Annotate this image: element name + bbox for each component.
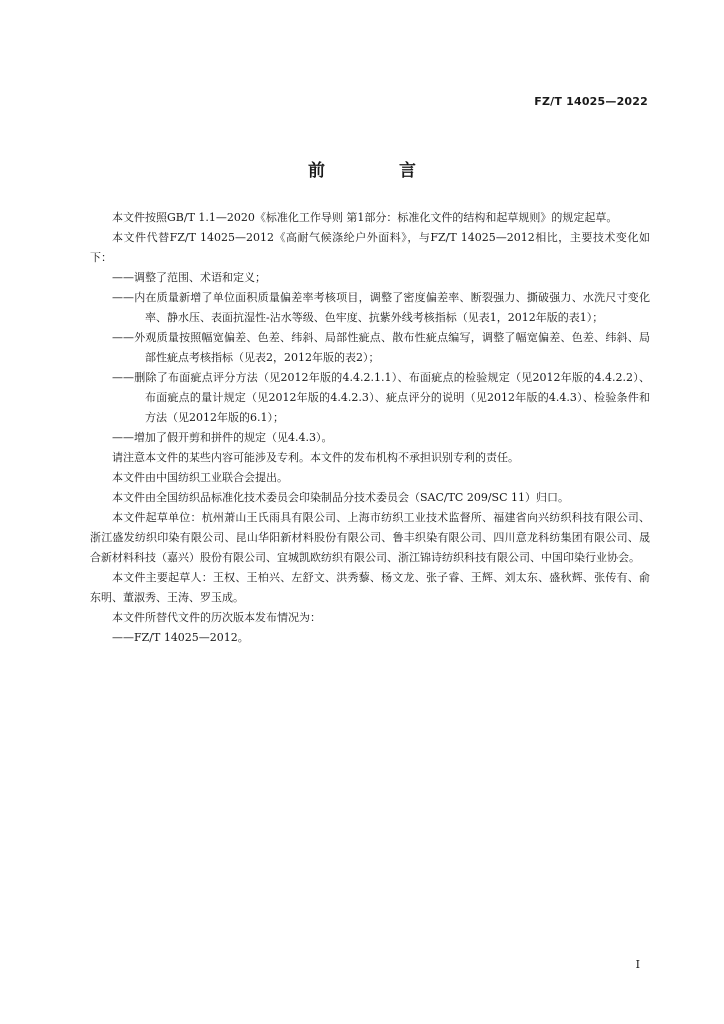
standard-code: FZ/T 14025—2022 bbox=[534, 95, 648, 108]
change-item-deleted-methods: ——删除了布面疵点评分方法（见2012年版的4.4.2.1.1）、布面疵点的检验规定（见2012年版的4.4.2.2）、布面疵点的量计规定（见2012年版的4.4.2.3）、疵点评分的说明（见2012年版的4.4.3）、检验条件和方法（见2012年版的6.1）； bbox=[112, 371, 650, 424]
foreword-body bbox=[90, 208, 650, 648]
paragraph-replacement: 本文件代替FZ/T 14025—2012《高耐气候涤纶户外面料》，与FZ/T 14025—2012相比，主要技术变化如下： bbox=[90, 231, 650, 264]
change-item-intrinsic-quality: ——内在质量新增了单位面积质量偏差率考核项目，调整了密度偏差率、断裂强力、撕破强力、水洗尺寸变化率、静水压、表面抗湿性-沾水等级、色牢度、抗紫外线考核指标（见表1，2012年版的表1）； bbox=[112, 291, 650, 324]
change-item-scope: ——调整了范围、术语和定义； bbox=[112, 271, 266, 284]
paragraph-drafters: 本文件主要起草人：王权、王柏兴、左舒文、洪秀藜、杨文龙、张子睿、王辉、刘太东、盛秋辉、张传有、俞东明、董淑秀、王涛、罗玉成。 bbox=[90, 571, 650, 604]
change-item-appearance-quality: ——外观质量按照幅宽偏差、色差、纬斜、局部性疵点、散布性疵点编写，调整了幅宽偏差、色差、纬斜、局部性疵点考核指标（见表2，2012年版的表2）； bbox=[112, 331, 650, 364]
page-number: I bbox=[635, 958, 640, 971]
paragraph-patent-notice: 请注意本文件的某些内容可能涉及专利。本文件的发布机构不承担识别专利的责任。 bbox=[112, 451, 519, 464]
paragraph-drafting-units: 本文件起草单位：杭州萧山王氏雨具有限公司、上海市纺织工业技术监督所、福建省向兴纺织科技有限公司、浙江盛发纺织印染有限公司、昆山华阳新材料股份有限公司、鲁丰织染有限公司、四川意龙科纺集团有限公司、晟合新材料科技（嘉兴）股份有限公司、宜城凯欧纺织有限公司、浙江锦诗纺织科技有限公司、中国印染行业协会。 bbox=[90, 511, 650, 564]
history-item: ——FZ/T 14025—2012。 bbox=[112, 631, 249, 644]
change-item-added-rules: ——增加了假开剪和拼件的规定（见4.4.3）。 bbox=[112, 431, 333, 444]
paragraph-centralized-by: 本文件由全国纺织品标准化技术委员会印染制品分技术委员会（SAC/TC 209/SC 11）归口。 bbox=[112, 491, 569, 504]
paragraph-history-intro: 本文件所替代文件的历次版本发布情况为： bbox=[112, 611, 321, 624]
paragraph-drafting-rules: 本文件按照GB/T 1.1—2020《标准化工作导则 第1部分：标准化文件的结构和起草规则》的规定起草。 bbox=[112, 211, 618, 224]
section-title: 前 言 bbox=[308, 161, 450, 181]
paragraph-proposed-by: 本文件由中国纺织工业联合会提出。 bbox=[112, 471, 288, 484]
